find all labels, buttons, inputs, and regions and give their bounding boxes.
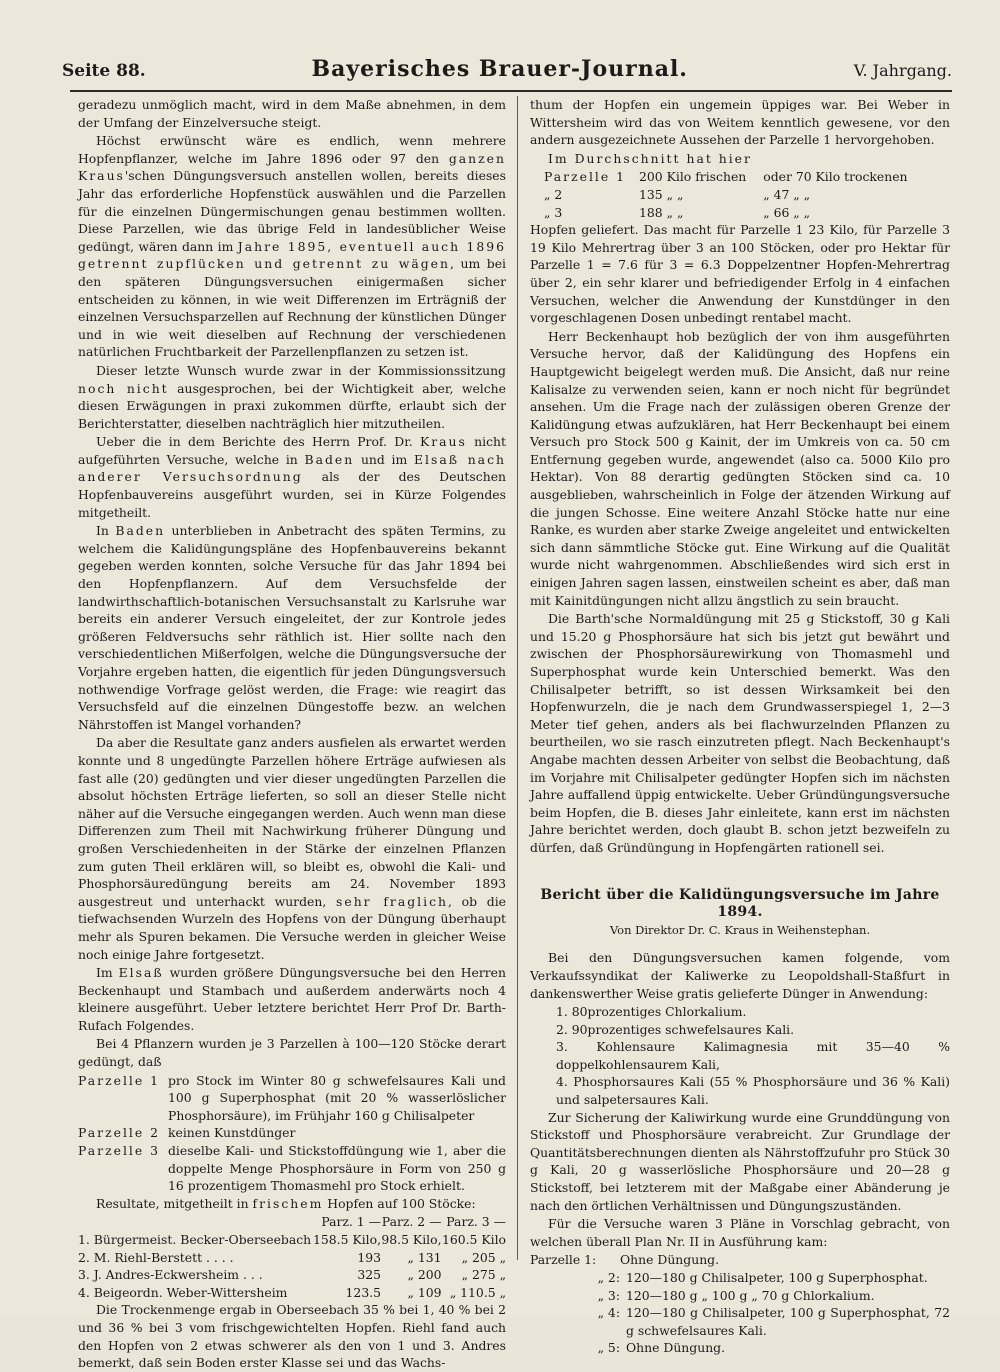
paragraph: geradezu unmöglich macht, wird in dem Maße abnehmen, in dem der Umfang der Einzelversuche steigt. — [78, 97, 506, 130]
list-item: 4. Phosphorsaures Kali (55 % Phosphorsäure und 36 % Kali) und salpetersaures Kali. — [556, 1074, 950, 1108]
table-row: 1. Bürgermeist. Becker-Oberseebach 158.5 Kilo, 98.5 Kilo, 160.5 Kilo — [78, 1232, 506, 1247]
volume-label: V. Jahrgang. — [853, 61, 952, 80]
list-item: 1. 80prozentiges Chlorkalium. — [556, 1004, 747, 1020]
paragraph: thum der Hopfen ein ungemein üppiges war. Bei Weber in Wittersheim wird das von Weitem kenntlich gewesene, vor den andern ausgezeichnete Aussehen der Parzelle 1 hervorgehoben. — [530, 97, 950, 148]
paragraph: Die Trockenmenge ergab in Oberseebach 35 % bei 1, 40 % bei 2 und 36 % bei 3 vom frischgewichtelten Hopfen. Riehl fand auch den Hopfen von 2 etwas schwerer als den von 1 und 3. Andres bemerkt, daß sein Boden erster Klasse sei und das Wachs- — [78, 1302, 506, 1371]
paragraph: Für die Versuche waren 3 Pläne in Vorschlag gebracht, von welchen überall Plan Nr. II in Ausführung kam: — [530, 1216, 950, 1249]
paragraph: Herr Beckenhaupt hob bezüglich der von ihm ausgeführten Versuche hervor, daß der Kalidüngung des Hopfens ein Hauptgewicht beigelegt werden muß. Die Ansicht, daß nur reine Kalisalze zu verwenden seien, kann er noch nicht für begründet ansehen. Um die Frage nach der zulässigen oberen Grenze der Kalidüngung etwas aufzuklären, hat Herr Beckenhaupt bei einem Versuch pro Stock 500 g Kainit, der im Umkreis von ca. 50 cm Entfernung gegeben wurde, angewendet (also ca. 5000 Kilo pro Hektar). Von 88 derartig gedüngten Stöcken sind ca. 10 ausgeblieben, wahrscheinlich in Folge der ätzenden Wirkung auf die jungen Schosse. Eine weitere Anzahl Stöcke hatte nur eine Ranke, es wurden aber starke Zweige angeleitet und entwickelten sich dann sämmtliche Stöcke gut. Eine Wirkung auf die Qualität wurde nicht wahrgenommen. Abschließendes wird sich erst in einigen Jahren sagen lassen, einstweilen scheint es aber, daß man mit Kainitdüngungen nicht allzu ängstlich zu sein braucht. — [530, 328, 950, 608]
results-intro: Resultate, mitgetheilt in frischem Hopfen auf 100 Stöcke: — [96, 1195, 476, 1211]
mean-table — [544, 168, 930, 221]
paragraph: Im Elsaß wurden größere Düngungsversuche bei den Herren Beckenhaupt und Stambach und außerdem anderwärts noch 4 kleinere ausgeführt. Ueber letztere berichtet Herr Prof Dr. Barth-Rufach Folgendes. — [78, 965, 506, 1033]
plan-list — [530, 1251, 950, 1357]
paragraph: Ueber die in dem Berichte des Herrn Prof. Dr. Kraus nicht aufgeführten Versuche, welche in Baden und im Elsaß nach anderer Versuchsordnung als der des Deutschen Hopfenbauvereins ausgeführt wurden, sei in Kürze Folgendes mitgetheilt. — [78, 434, 507, 520]
plan-item: „ 5: Ohne Düngung. — [597, 1340, 726, 1356]
table-row: „ 3 188 „ „ „ 66 „ „ — [544, 204, 811, 220]
paragraph: In Baden unterblieben in Anbetracht des späten Termins, zu welchem die Kalidüngungspläne des Hopfenbauvereins bekannt gegeben werden konnten, solche Versuche für das Jahr 1894 bei den Hopfenpflanzern. Auf dem Versuchsfelde der landwirthschaftlich-botanischen Versuchsanstalt zu Karlsruhe war bereits ein anderer Versuch eingeleitet, der zur Kontrole jedes größeren Feldversuchs sehr räthlich ist. Hier sollte nach den verschiedentlichen Mißerfolgen, welche die Düngungsversuche der Vorjahre ergeben hatten, die eigentlich für jeden Düngungsversuch nothwendige Vorfrage gelöst werden, die Frage: wie reagirt das Versuchsfeld auf die einzelnen Düngestoffe bezw. an welchen Nährstoffen ist Mangel vorhanden? — [78, 523, 506, 732]
journal-title: Bayerisches Brauer-Journal. — [311, 56, 688, 82]
paragraph: Zur Sicherung der Kaliwirkung wurde eine Grunddüngung von Stickstoff und Phosphorsäure verabreicht. Zur Grundlage der Quantitätsberechnungen dienten als Nährstoffzufuhr pro Stück 30 g Kali, 20 g wasserlösliche Phosphorsäure und 20—28 g Stickstoff, bei letzterem mit der Maßgabe einer Abänderung je nach den örtlichen Verhältnissen und Düngungszuständen. — [530, 1109, 950, 1213]
plan-item: „ 4: 120—180 g Chilisalpeter, 100 g Superphosphat, 72 g schwefelsaures Kali. — [597, 1305, 950, 1338]
fertilizer-list — [530, 1003, 950, 1109]
paragraph: Bei 4 Pflanzern wurden je 3 Parzellen à 100—120 Stöcke derart gedüngt, daß — [78, 1036, 506, 1070]
plan-item: „ 2: 120—180 g Chilisalpeter, 100 g Superphosphat. — [597, 1270, 928, 1285]
table-row: 3. J. Andres-Eckwersheim . . . 325 „ 200 „ 275 „ — [78, 1267, 506, 1283]
paragraph: Da aber die Resultate ganz anders ausfielen als erwartet werden konnte und 8 ungedüngte Parzellen höhere Erträge aufwiesen als fast alle (20) gedüngten und vier dieser ungedüngten Parzellen die absolut höchsten Erträge lieferten, so soll an dieser Stelle nicht näher auf die Versuche eingegangen werden. Auch wenn man diese Differenzen zum Theil mit Nachwirkung früherer Düngung und großen Verschiedenheiten in der Stärke der einzelnen Pflanzen zum guten Theil erklären will, so bleibt es, obwohl die Kali- und Phosphorsäuredüngung bereits am 24. November 1893 ausgestreut und unterhackt wurden, sehr fraglich, ob die tiefwachsenden Wurzeln des Hopfens von der Düngung überhaupt mehr als Spuren bekamen. Die Versuche werden in gleicher Weise noch einige Jahre fortgesetzt. — [78, 735, 506, 962]
results-table — [78, 1213, 506, 1301]
parzelle-item: Parzelle 2 keinen Kunstdünger — [78, 1125, 296, 1141]
table-header-row: Parz. 1 — Parz. 2 — Parz. 3 — — [321, 1214, 506, 1230]
mean-intro: Im Durchschnitt hat hier — [548, 150, 752, 166]
section-author: Von Direktor Dr. C. Kraus in Weihenstephan. — [609, 922, 871, 937]
page-header — [62, 56, 952, 86]
paragraph: Hopfen geliefert. Das macht für Parzelle 1 23 Kilo, für Parzelle 3 19 Kilo Mehrertrag über 3 an 100 Stöcken, oder pro Hektar für Parzelle 1 = 7.6 für 3 = 6.3 Doppelzentner Hopfen-Mehrertrag über 2, ein sehr klarer und befriedigender Erfolg in 4 einfachen Versuchen, welcher die Anwendung der Kunstdünger in den vorgeschlagenen Dosen unbedingt rentabel macht. — [530, 222, 950, 326]
left-column — [78, 96, 507, 1371]
table-row: Parzelle 1 200 Kilo frischen oder 70 Kilo trockenen — [544, 169, 908, 185]
parzelle-item: Parzelle 1 pro Stock im Winter 80 g schwefelsaures Kali und 100 g Superphosphat (mit 20 % wasserlöslicher Phosphorsäure), im Frühjahr 160 g Chilisalpeter — [78, 1072, 506, 1123]
header-rule — [70, 90, 952, 92]
parzelle-list — [78, 1072, 506, 1195]
plan-item: „ 3: 120—180 g „ 100 g „ 70 g Chlorkalium. — [597, 1287, 875, 1303]
section-title: Bericht über die Kalidüngungsversuche im Jahre 1894. — [540, 886, 940, 921]
paragraph: Dieser letzte Wunsch wurde zwar in der Kommissionssitzung noch nicht ausgesprochen, bei der Wichtigkeit aber, welche diesen Erwägungen in praxi zukommen dürfte, erlaubt sich der Berichterstatter, dieselben nachträglich hier mitzutheilen. — [78, 362, 506, 431]
table-row: „ 2 135 „ „ „ 47 „ „ — [544, 186, 811, 202]
page-number: Seite 88. — [62, 61, 146, 81]
right-column — [530, 96, 950, 1356]
paragraph: Die Barth'sche Normaldüngung mit 25 g Stickstoff, 30 g Kali und 15.20 g Phosphorsäure hat sich bis jetzt gut bewährt und zwischen der Phosphorsäurewirkung von Thomasmehl und Superphosphat wurde kein Unterschied bemerkt. Was den Chilisalpeter betrifft, so ist dessen Wirksamkeit bei den Hopfenwurzeln, die je nach dem Grundwasserspiegel 1, 2—3 Meter tief gehen, anders als bei flachwurzelnden Pflanzen zu beurtheilen, wo sie rasch einzutreten pflegt. Nach Beckenhaupt's Angabe machten dessen Arbeiter von selbst die Beobachtung, daß im Vorjahre mit Chilisalpeter gedüngter Hopfen sich im nächsten Jahre auffallend üppig entwickelte. Ueber Gründüngungsversuche beim Hopfen, die B. dieses Jahr einleitete, kann erst im nächsten Jahre berichtet werden, doch glaubt B. schon jetzt bezweifeln zu dürfen, daß Gründüngung in Hopfengärten rationell sei. — [530, 611, 950, 855]
paragraph: Bei den Düngungsversuchen kamen folgende, vom Verkaufssyndikat der Kaliwerke zu Leopoldshall-Staßfurt in dankenswerther Weise gratis gelieferte Dünger in Anwendung: — [530, 950, 950, 1001]
parzelle-item: Parzelle 3 dieselbe Kali- und Stickstoffdüngung wie 1, aber die doppelte Menge Phosphorsäure in Form von 250 g 16 prozentigem Thomasmehl pro Stock erhielt. — [78, 1143, 506, 1194]
list-item: 2. 90prozentiges schwefelsaures Kali. — [556, 1021, 795, 1037]
plan-item: Parzelle 1: Ohne Düngung. — [530, 1252, 720, 1268]
column-divider — [517, 96, 518, 1260]
table-row: 4. Beigeordn. Weber-Wittersheim 123.5 „ 109 „ 110.5 „ — [78, 1284, 506, 1300]
table-row: 2. M. Riehl-Berstett . . . . 193 „ 131 „ 205 „ — [78, 1249, 506, 1265]
list-item: 3. Kohlensaure Kalimagnesia mit 35—40 % doppelkohlensaurem Kali, — [556, 1039, 950, 1072]
paragraph: Höchst erwünscht wäre es endlich, wenn mehrere Hopfenpflanzer, welche im Jahre 1896 oder 97 den ganzen Kraus'schen Düngungsversuch anstellen wollen, bereits dieses Jahr das erforderliche Hopfenstück auswählen und die Parzellen für die einzelnen Düngermischungen genau bestimmen wollten. Diese Parzellen, wie das übrige Feld in landesüblicher Weise gedüngt, wären dann im Jahre 1895, eventuell auch 1896 getrennt zupflücken und getrennt zu wägen, um bei den späteren Düngungsversuchen einigermaßen sicher entscheiden zu können, in wie weit Differenzen im Erträgniß der einzelnen Versuchsparzellen auf Rechnung der künstlichen Dünger und in wie weit dieselben auf Rechnung der verschiedenen natürlichen Fruchtbarkeit der Parzellenpflanzen zu setzen ist. — [78, 133, 507, 360]
